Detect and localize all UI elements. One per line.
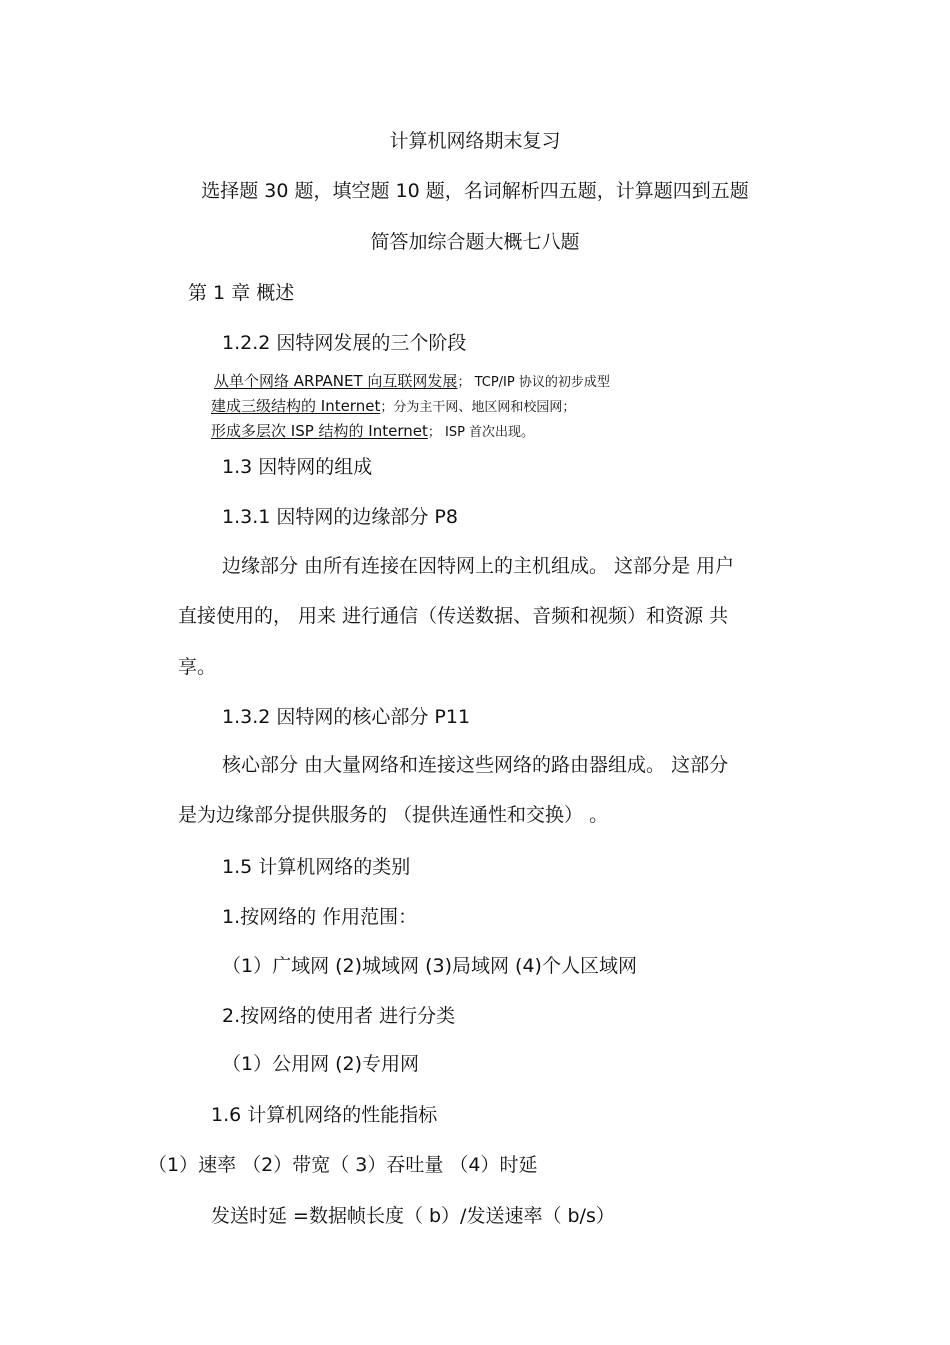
classification-1: 1.按网络的 作用范围：: [222, 906, 418, 928]
section-1-2-2-heading: 1.2.2 因特网发展的三个阶段: [222, 332, 467, 354]
section-1-6-heading: 1.6 计算机网络的性能指标: [211, 1104, 438, 1126]
stage-2-title: 建成三级结构的 Internet: [211, 397, 381, 415]
stage-3-title: 形成多层次 ISP 结构的 Internet: [211, 422, 428, 440]
classification-1-items: （1）广域网 (2)城域网 (3)局域网 (4)个人区域网: [222, 955, 637, 977]
core-paragraph-line-2: 是为边缘部分提供服务的 （提供连通性和交换） 。: [178, 804, 609, 826]
document-title: 计算机网络期末复习: [389, 130, 561, 152]
core-paragraph-line-1: 核心部分 由大量网络和连接这些网络的路由器组成。 这部分: [222, 754, 729, 776]
stage-1-note: ； TCP/IP 协议的初步成型: [457, 375, 610, 390]
performance-metrics: （1）速率 （2）带宽（ 3）吞吐量 （4）时延: [148, 1154, 538, 1176]
section-1-3-2-heading: 1.3.2 因特网的核心部分 P11: [222, 706, 471, 728]
exam-format-line-2: 简答加综合题大概七八题: [370, 231, 580, 253]
section-1-3-heading: 1.3 因特网的组成: [222, 456, 373, 478]
chapter-heading: 第 1 章 概述: [188, 282, 295, 304]
edge-paragraph-line-1: 边缘部分 由所有连接在因特网上的主机组成。 这部分是 用户: [222, 555, 735, 577]
stage-1: [214, 369, 610, 395]
section-1-3-1-heading: 1.3.1 因特网的边缘部分 P8: [222, 506, 458, 528]
classification-2: 2.按网络的使用者 进行分类: [222, 1005, 456, 1027]
transmission-delay-formula: 发送时延 =数据帧长度（ b）/发送速率（ b/s）: [211, 1205, 615, 1227]
exam-format-line-1: 选择题 30 题，填空题 10 题，名词解析四五题，计算题四到五题: [201, 180, 749, 202]
stage-3-note: ； ISP 首次出现。: [427, 425, 535, 440]
edge-paragraph-line-3: 享。: [178, 656, 217, 678]
stage-1-title: 从单个网络 ARPANET 向互联网发展: [214, 372, 458, 390]
stage-2: [211, 394, 575, 420]
edge-paragraph-line-2: 直接使用的， 用来 进行通信（传送数据、音频和视频）和资源 共: [178, 605, 729, 627]
section-1-5-heading: 1.5 计算机网络的类别: [222, 856, 411, 878]
stage-2-note: ；分为主干网、地区网和校园网；: [380, 400, 576, 415]
classification-2-items: （1）公用网 (2)专用网: [222, 1053, 420, 1075]
stage-3: [211, 419, 534, 445]
